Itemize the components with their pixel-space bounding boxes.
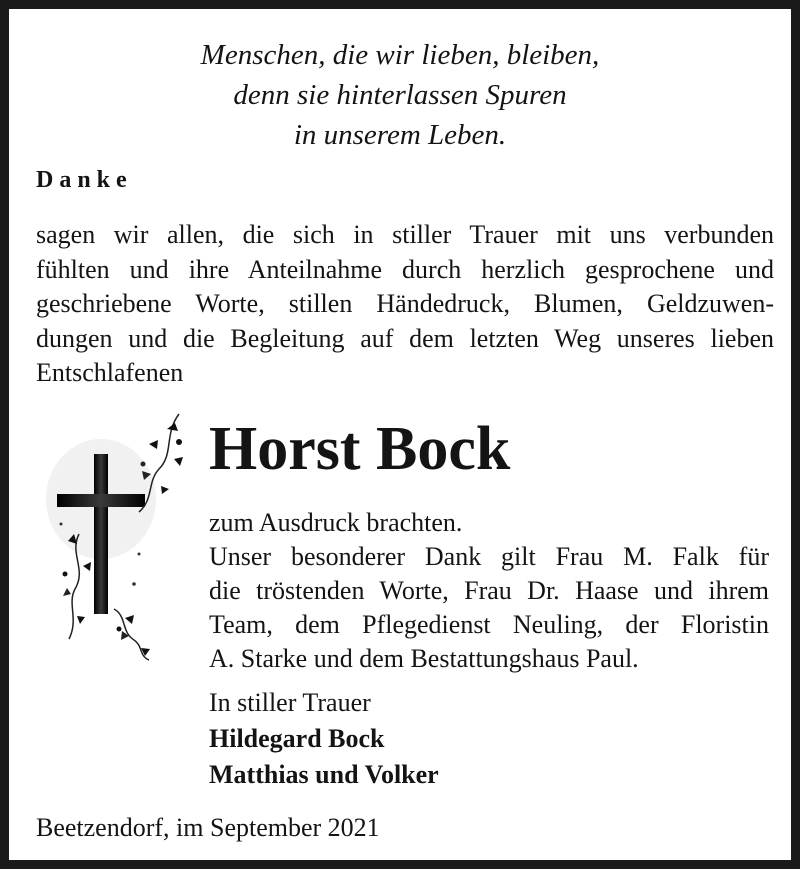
paragraph-line: zum Ausdruck brachten. [209,508,463,537]
poem-line: in unserem Leben. [293,119,507,151]
thanks-paragraph [36,218,774,391]
paragraph-line: geschriebene Worte, stillen Händedruck, Blumen, Geldzuwen- [36,289,774,318]
paragraph-line: fühlten und ihre Anteilnahme durch herzlich gesprochene und [36,254,774,284]
deceased-name: Horst Bock [209,415,511,483]
signature-block [209,685,439,793]
poem-verse [9,35,791,155]
signature-name: Hildegard Bock [209,724,385,753]
paragraph-line: Unser besonderer Dank gilt Frau M. Falk für [209,542,769,571]
paragraph-line: A. Starke und dem Bestattungshaus Paul. [209,644,639,673]
closing-paragraph [209,506,769,676]
cross-with-ivy-icon [39,404,189,664]
thanks-heading: Danke [36,167,133,193]
signature-name: Matthias und Volker [209,760,439,789]
paragraph-line: dungen und die Begleitung auf dem letzten Weg unseres lieben [36,323,774,353]
paragraph-line: die tröstenden Worte, Frau Dr. Haase und ihrem [209,576,769,605]
poem-line: Menschen, die wir lieben, bleiben, [200,39,600,71]
paragraph-line: Entschlafenen [36,358,184,387]
signature-intro: In stiller Trauer [209,688,371,717]
place-date: Beetzendorf, im September 2021 [36,813,380,842]
poem-line: denn sie hinterlassen Spuren [233,79,567,111]
paragraph-line: sagen wir allen, die sich in stiller Trauer mit uns verbunden [36,220,774,249]
paragraph-line: Team, dem Pflegedienst Neuling, der Floristin [209,610,769,639]
